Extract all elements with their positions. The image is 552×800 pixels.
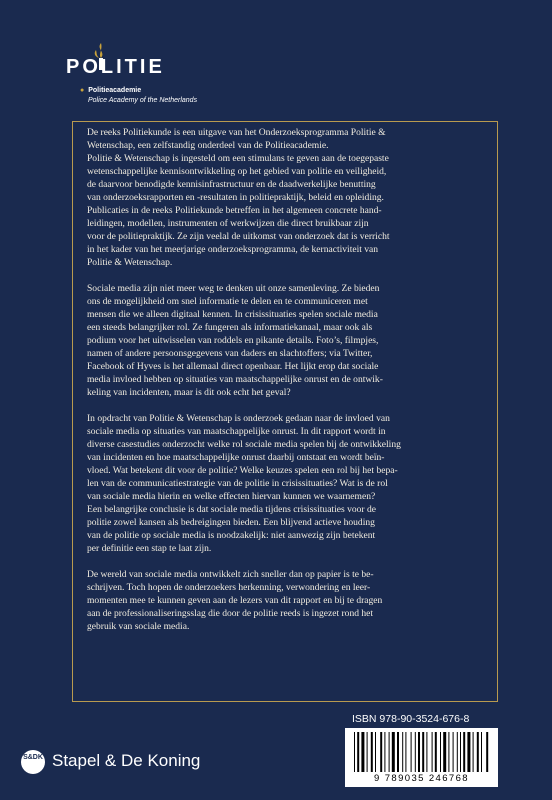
barcode-bar — [440, 732, 441, 772]
barcode-bar — [460, 732, 461, 772]
text-line: politie zowel kansen als bedreigingen bieden. Een blijvend actieve houding — [87, 517, 375, 528]
barcode-bar — [453, 732, 454, 772]
text-line: Sociale media zijn niet meer weg te denken uit onze samenleving. Ze bieden — [87, 283, 380, 294]
barcode-bar — [371, 732, 373, 772]
text-line: Politie & Wetenschap is ingesteld om een stimulans te geven aan de toegepaste — [87, 153, 389, 164]
barcode-bar — [486, 732, 488, 772]
logo-subtitle: ● Politieacademie — [80, 87, 142, 94]
logo-wordmark: POLITIE — [66, 56, 165, 78]
text-line: gebruik van sociale media. — [87, 621, 190, 632]
barcode-bar — [448, 732, 449, 772]
barcode-bar — [357, 732, 359, 772]
barcode-bar — [477, 732, 479, 772]
barcode-bar — [389, 732, 390, 772]
text-line: leidingen, modellen, instrumenten of werkwijzen die direct bruikbaar zijn — [87, 218, 369, 229]
text-line: de daarvoor benodigde kennisinfrastructuur en de daadwerkelijke benutting — [87, 179, 376, 190]
text-line: Politie & Wetenschap. — [87, 257, 173, 268]
text-line: Facebook of Hyves is het allemaal direct openbaar. Het lijkt erop dat sociale — [87, 361, 379, 372]
text-line: in het kader van het meerjarige onderzoeksprogramma, de kernactiviteit van — [87, 244, 379, 255]
barcode-bar — [415, 732, 416, 772]
paragraph — [87, 568, 485, 633]
back-cover-text — [87, 126, 485, 646]
publisher-logo-icon — [21, 750, 45, 774]
barcode-bar — [457, 732, 458, 772]
isbn-label: ISBN 978-90-3524-676-8 — [352, 713, 470, 725]
text-line: mensen die we alleen digitaal kennen. In crisissituaties spelen sociale media — [87, 309, 378, 320]
barcode — [345, 728, 498, 787]
text-line: schrijven. Toch hopen de onderzoekers herkenning, verwondering en leer- — [87, 582, 371, 593]
barcode-bar — [418, 732, 420, 772]
barcode-bar — [380, 732, 382, 772]
barcode-bar — [467, 732, 470, 772]
barcode-bar — [397, 732, 399, 772]
text-line: keling van incidenten, maar is dit ook echt het geval? — [87, 387, 291, 398]
paragraph — [87, 412, 485, 555]
text-line: De wereld van sociale media ontwikkelt zich sneller dan op papier is te be- — [87, 569, 374, 580]
paragraph — [87, 282, 485, 399]
barcode-bar — [463, 732, 465, 772]
text-line: voor de politiepraktijk. Ze zijn veelal de uitkomst van onderzoek dat is verricht — [87, 231, 390, 242]
barcode-bar — [443, 732, 446, 772]
text-line: Wetenschap, een zelfstandig onderdeel van de Politieacademie. — [87, 140, 329, 151]
barcode-bar — [426, 732, 427, 772]
barcode-bar — [422, 732, 424, 772]
barcode-bar — [405, 732, 406, 772]
text-line: van onderzoeksrapporten en -resultaten in politiepraktijk, beleid en opleiding. — [87, 192, 384, 203]
paragraph — [87, 126, 485, 269]
barcode-bar — [481, 732, 482, 772]
publisher-logo-text: S&DK — [23, 754, 43, 761]
text-line: momenten mee te kunnen geven aan de lezers van dit rapport en bij te dragen — [87, 595, 383, 606]
text-line: namen of andere persoonsgegevens van daders en slachtoffers; via Twitter, — [87, 348, 373, 359]
text-line: van sociale media hierin en welke effecten hiervan kunnen we waarnemen? — [87, 491, 376, 502]
text-line: len van de communicatiestrategie van de politie in crisissituaties? Wat is de rol — [87, 478, 388, 489]
logo-subtitle-text: Politieacademie — [88, 87, 142, 94]
text-line: per definitie een stap te laat zijn. — [87, 543, 212, 554]
barcode-bar — [473, 732, 474, 772]
text-line: aan de professionaliseringsslag die door de politie reeds is ingezet rond het — [87, 608, 374, 619]
text-line: Publicaties in de reeks Politiekunde betreffen in het algemeen concrete hand- — [87, 205, 382, 216]
text-line: wetenschappelijke kennisontwikkeling op het gebied van politie en veiligheid, — [87, 166, 387, 177]
text-line: podium voor het uitwisselen van roddels en pikante details. Foto’s, filmpjes, — [87, 335, 379, 346]
publisher-name: Stapel & De Koning — [52, 751, 201, 770]
text-line: vloed. Wat betekent dit voor de politie? Welke keuzes spelen een rol bij het bepa- — [87, 465, 398, 476]
barcode-bar — [392, 732, 395, 772]
text-line: ons de mogelijkheid om snel informatie te delen en te communiceren met — [87, 296, 368, 307]
barcode-bar — [354, 732, 355, 772]
logo-tagline: Police Academy of the Netherlands — [88, 97, 198, 104]
text-line: van de politie op sociale media is noodzakelijk: niet aanwezig zijn betekent — [87, 530, 376, 541]
barcode-bar — [432, 732, 433, 772]
barcode-bar — [435, 732, 437, 772]
barcode-bar — [384, 732, 385, 772]
text-line: Een belangrijke conclusie is dat sociale media tijdens crisissituaties voor de — [87, 504, 376, 515]
text-line: een steeds belangrijker rol. Ze fungeren als informatiekanaal, maar ook als — [87, 322, 373, 333]
text-line: sociale media op situaties van maatschappelijke onrust. In dit rapport wordt in — [87, 426, 386, 437]
barcode-bar — [367, 732, 368, 772]
barcode-bars — [352, 732, 491, 774]
text-line: media invloed hebben op situaties van maatschappelijke onrust en de ontwik- — [87, 374, 383, 385]
barcode-bar — [402, 732, 403, 772]
text-line: van incidenten en hoe maatschappelijke onrust daarbij ontstaat en wordt beïn- — [87, 452, 385, 463]
barcode-digits: 9 789035 246768 — [374, 773, 469, 784]
barcode-bar — [361, 732, 364, 772]
text-line: De reeks Politiekunde is een uitgave van het Onderzoeksprogramma Politie & — [87, 127, 386, 138]
barcode-bar — [411, 732, 412, 772]
text-line: In opdracht van Politie & Wetenschap is onderzoek gedaan naar de invloed van — [87, 413, 390, 424]
politie-logo — [66, 38, 266, 108]
barcode-bar — [375, 732, 376, 772]
text-line: diverse casestudies onderzocht welke rol sociale media spelen bij de ontwikkeling — [87, 439, 401, 450]
